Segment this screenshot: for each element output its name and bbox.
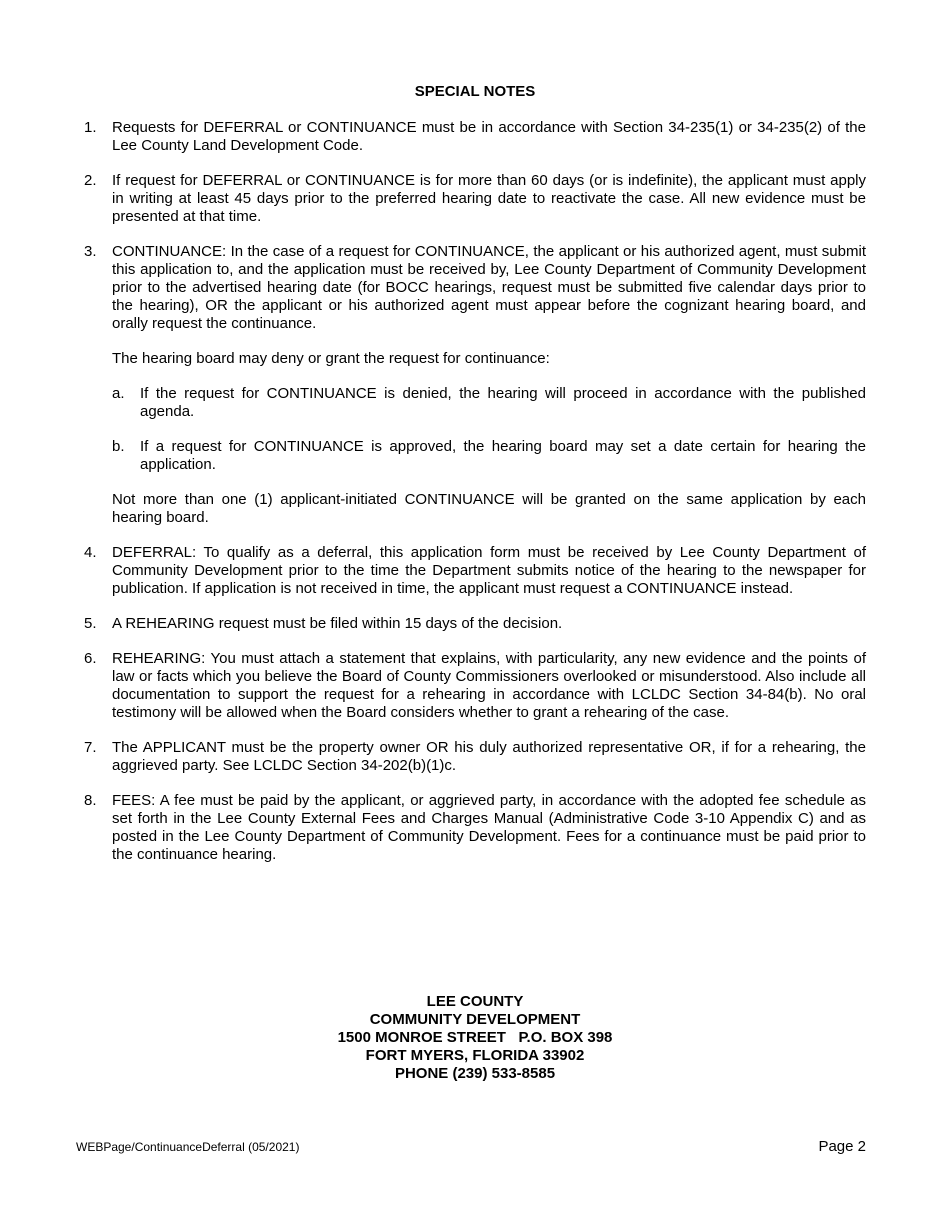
- special-notes-list: [84, 119, 866, 881]
- page-number: Page 2: [818, 1138, 866, 1155]
- note-item-6: [84, 650, 866, 722]
- note-item-5: [84, 615, 866, 633]
- note-text: If request for DEFERRAL or CONTINUANCE is for more than 60 days (or is indefinite), the applicant must apply in writing at least 45 days prior to the preferred hearing date to reactivate the case. All new evidence must be presented at that time.: [112, 172, 866, 225]
- address-city: FORT MYERS, FLORIDA 33902: [365, 1047, 585, 1064]
- note-text: A REHEARING request must be filed within 15 days of the decision.: [112, 615, 563, 632]
- sub-item-a: [112, 385, 866, 421]
- continuance-outcomes-list: [112, 385, 866, 474]
- note-paragraph-limit: Not more than one (1) applicant-initiated CONTINUANCE will be granted on the same application by each hearing board.: [112, 491, 866, 526]
- note-item-8: [84, 792, 866, 864]
- note-text: FEES: A fee must be paid by the applicant, or aggrieved party, in accordance with the adopted fee schedule as set forth in the Lee County External Fees and Charges Manual (Administrative Code 3-10 Appendix C) and as posted in the Lee County Department of Community Development. Fees for a continuance must be paid prior to the continuance hearing.: [112, 792, 866, 863]
- note-number: 3.: [84, 243, 97, 260]
- note-number: 1.: [84, 119, 97, 136]
- note-paragraph-deny-grant: The hearing board may deny or grant the request for continuance:: [112, 350, 550, 367]
- note-number: 8.: [84, 792, 97, 809]
- note-text: DEFERRAL: To qualify as a deferral, this application form must be received by Lee County Department of Community Development prior to the time the Department submits notice of the hearing to the newspaper for publication. If application is not received in time, the applicant must request a CONTINUANCE instead.: [112, 544, 866, 597]
- note-number: 5.: [84, 615, 97, 632]
- note-number: 7.: [84, 739, 97, 756]
- note-item-3: [84, 243, 866, 527]
- sub-text: If the request for CONTINUANCE is denied, the hearing will proceed in accordance with the published agenda.: [140, 385, 866, 420]
- sub-text: If a request for CONTINUANCE is approved, the hearing board may set a date certain for hearing the application.: [140, 438, 866, 473]
- note-number: 6.: [84, 650, 97, 667]
- address-org: LEE COUNTY: [426, 993, 524, 1010]
- form-identifier: WEBPage/ContinuanceDeferral (05/2021): [76, 1140, 300, 1154]
- note-number: 4.: [84, 544, 97, 561]
- note-text: REHEARING: You must attach a statement that explains, with particularity, any new evidence and the points of law or facts which you believe the Board of County Commissioners overlooked or misunderstood. Also include all documentation to support the request for a rehearing in accordance with LCLDC Section 34-84(b). No oral testimony will be allowed when the Board considers whether to grant a rehearing of the case.: [112, 650, 866, 721]
- note-item-2: [84, 172, 866, 226]
- sub-item-b: [112, 438, 866, 474]
- note-text: Requests for DEFERRAL or CONTINUANCE must be in accordance with Section 34-235(1) or 34-235(2) of the Lee County Land Development Code.: [112, 119, 866, 154]
- note-text: CONTINUANCE: In the case of a request for CONTINUANCE, the applicant or his authorized agent, must submit this application to, and the application must be received by, Lee County Department of Community Development prior to the advertised hearing date (for BOCC hearings, request must be submitted five calendar days prior to the hearing), OR the applicant or his authorized agent must appear before the cognizant hearing board, and orally request the continuance.: [112, 243, 866, 332]
- note-item-4: [84, 544, 866, 598]
- sub-letter: a.: [112, 385, 125, 402]
- address-department: COMMUNITY DEVELOPMENT: [369, 1011, 581, 1028]
- page-title: SPECIAL NOTES: [414, 83, 536, 100]
- note-item-7: [84, 739, 866, 775]
- note-item-1: [84, 119, 866, 155]
- office-address-block: [0, 993, 950, 1083]
- address-street: 1500 MONROE STREET P.O. BOX 398: [337, 1029, 613, 1046]
- note-number: 2.: [84, 172, 97, 189]
- address-phone: PHONE (239) 533-8585: [394, 1065, 556, 1082]
- note-text: The APPLICANT must be the property owner OR his duly authorized representative OR, if for a rehearing, the aggrieved party. See LCLDC Section 34-202(b)(1)c.: [112, 739, 866, 774]
- sub-letter: b.: [112, 438, 125, 455]
